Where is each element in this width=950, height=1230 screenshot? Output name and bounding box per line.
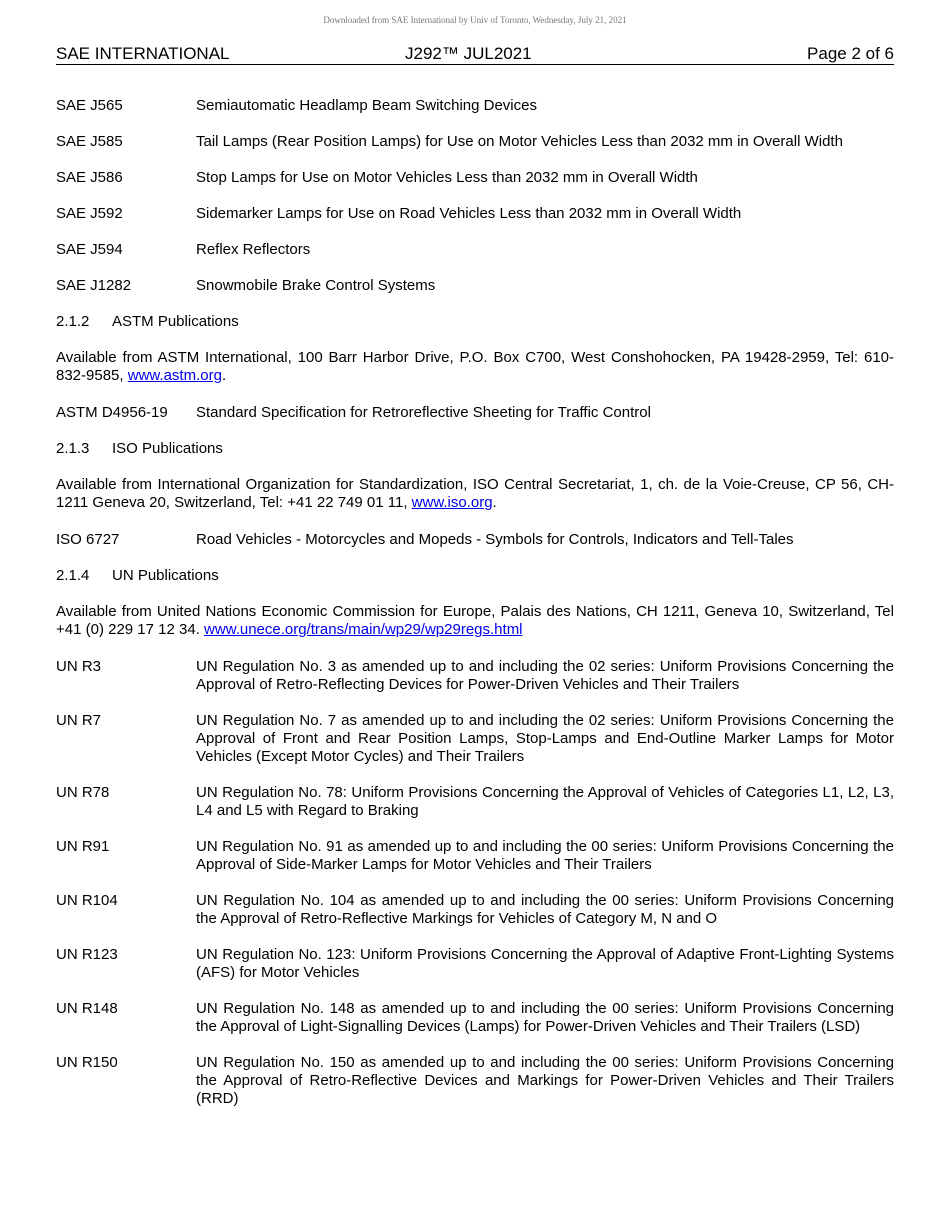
reference-entry (56, 1000, 894, 1036)
reference-entry (56, 404, 894, 422)
un-availability-paragraph (56, 603, 894, 639)
reference-entry (56, 892, 894, 928)
reference-entry (56, 133, 894, 151)
trailing-period: . (221, 367, 227, 384)
reference-entry (56, 205, 894, 223)
reference-entry (56, 712, 894, 766)
reference-title: UN Regulation No. 148 as amended up to and including the 00 series: Uniform Provisions Concerning the Approval of Light-Signalling Devices (Lamps) for Power-Driven Vehicles and Their Trailers (LSD) (196, 1000, 894, 1035)
section-number: 2.1.4 (56, 567, 90, 584)
reference-title: Sidemarker Lamps for Use on Road Vehicles Less than 2032 mm in Overall Width (196, 205, 742, 222)
reference-title: Road Vehicles - Motorcycles and Mopeds - Symbols for Controls, Indicators and Tell-Tales (196, 531, 794, 548)
reference-code: SAE J594 (56, 241, 123, 258)
reference-title: UN Regulation No. 91 as amended up to and including the 00 series: Uniform Provisions Concerning the Approval of Side-Marker Lamps for Motor Vehicles and Their Trailers (196, 838, 894, 873)
section-heading-un (56, 567, 894, 585)
reference-code: SAE J1282 (56, 277, 132, 294)
header-org: SAE INTERNATIONAL (56, 44, 230, 63)
page-header (56, 44, 894, 65)
section-heading-iso (56, 440, 894, 458)
reference-title: Tail Lamps (Rear Position Lamps) for Use on Motor Vehicles Less than 2032 mm in Overall Width (196, 133, 843, 150)
reference-code: SAE J592 (56, 205, 123, 222)
unece-link[interactable]: www.unece.org/trans/main/wp29/wp29regs.html (204, 621, 523, 638)
availability-text: Available from United Nations Economic Commission for Europe, Palais des Nations, CH 1211, Geneva 10, Switzerland, Tel +41 (0) 229 17 12 34. (56, 603, 894, 638)
header-doc-id: J292™ JUL2021 (405, 44, 532, 63)
section-title: UN Publications (112, 567, 219, 584)
reference-title: Stop Lamps for Use on Motor Vehicles Less than 2032 mm in Overall Width (196, 169, 698, 186)
reference-code: UN R91 (56, 838, 110, 855)
reference-code: UN R148 (56, 1000, 118, 1017)
reference-entry (56, 946, 894, 982)
reference-code: UN R3 (56, 658, 102, 675)
section-number: 2.1.3 (56, 440, 90, 457)
reference-entry (56, 97, 894, 115)
reference-title: UN Regulation No. 123: Uniform Provisions Concerning the Approval of Adaptive Front-Lighting Systems (AFS) for Motor Vehicles (196, 946, 894, 981)
document-body (56, 97, 894, 1126)
reference-code: UN R123 (56, 946, 118, 963)
reference-title: UN Regulation No. 104 as amended up to and including the 00 series: Uniform Provisions Concerning the Approval of Retro-Reflective Markings for Vehicles of Category M, N and O (196, 892, 894, 927)
reference-title: Semiautomatic Headlamp Beam Switching Devices (196, 97, 537, 114)
reference-entry (56, 241, 894, 259)
section-title: ISO Publications (112, 440, 223, 457)
reference-code: ISO 6727 (56, 531, 120, 548)
reference-entry (56, 531, 894, 549)
reference-code: UN R78 (56, 784, 110, 801)
reference-entry (56, 784, 894, 820)
trailing-period: . (492, 494, 497, 511)
reference-entry (56, 277, 894, 295)
reference-code: SAE J585 (56, 133, 123, 150)
download-watermark: Downloaded from SAE International by Univ of Toronto, Wednesday, July 21, 2021 (323, 15, 627, 25)
reference-title: UN Regulation No. 78: Uniform Provisions Concerning the Approval of Vehicles of Categories L1, L2, L3, L4 and L5 with Regard to Braking (196, 784, 894, 819)
astm-link[interactable]: www.astm.org (127, 367, 222, 384)
section-heading-astm (56, 313, 894, 331)
availability-text: Available from ASTM International, 100 Barr Harbor Drive, P.O. Box C700, West Conshohocken, PA 19428-2959, Tel: 610-832-9585, (56, 349, 894, 384)
reference-entry (56, 169, 894, 187)
reference-title: Reflex Reflectors (196, 241, 311, 258)
reference-code: UN R7 (56, 712, 102, 729)
reference-entry (56, 838, 894, 874)
reference-title: UN Regulation No. 150 as amended up to and including the 00 series: Uniform Provisions Concerning the Approval of Retro-Reflective Devices and Markings for Power-Driven Vehicles and Their Trailers (RRD) (196, 1054, 894, 1107)
section-title: ASTM Publications (112, 313, 239, 330)
availability-text: Available from International Organization for Standardization, ISO Central Secretariat, 1, ch. de la Voie-Creuse, CP 56, CH-1211 Geneva 20, Switzerland, Tel: +41 22 749 01 11, (56, 476, 894, 511)
reference-entry (56, 658, 894, 694)
section-number: 2.1.2 (56, 313, 90, 330)
header-page-number: Page 2 of 6 (807, 44, 894, 63)
iso-availability-paragraph (56, 476, 894, 512)
reference-code: UN R150 (56, 1054, 118, 1071)
reference-code: ASTM D4956-19 (56, 404, 168, 421)
reference-title: UN Regulation No. 3 as amended up to and including the 02 series: Uniform Provisions Concerning the Approval of Retro-Reflecting Devices for Power-Driven Vehicles and Their Trailers (196, 658, 894, 693)
reference-code: SAE J586 (56, 169, 123, 186)
reference-title: UN Regulation No. 7 as amended up to and including the 02 series: Uniform Provisions Concerning the Approval of Front and Rear Position Lamps, Stop-Lamps and End-Outline Marker Lamps for Motor Vehicles (Except Motor Cycles) and Their Trailers (196, 712, 894, 765)
iso-link[interactable]: www.iso.org (411, 494, 493, 511)
reference-code: UN R104 (56, 892, 118, 909)
reference-title: Snowmobile Brake Control Systems (196, 277, 436, 294)
reference-code: SAE J565 (56, 97, 123, 114)
reference-entry (56, 1054, 894, 1108)
reference-title: Standard Specification for Retroreflective Sheeting for Traffic Control (196, 404, 651, 421)
astm-availability-paragraph (56, 349, 894, 385)
